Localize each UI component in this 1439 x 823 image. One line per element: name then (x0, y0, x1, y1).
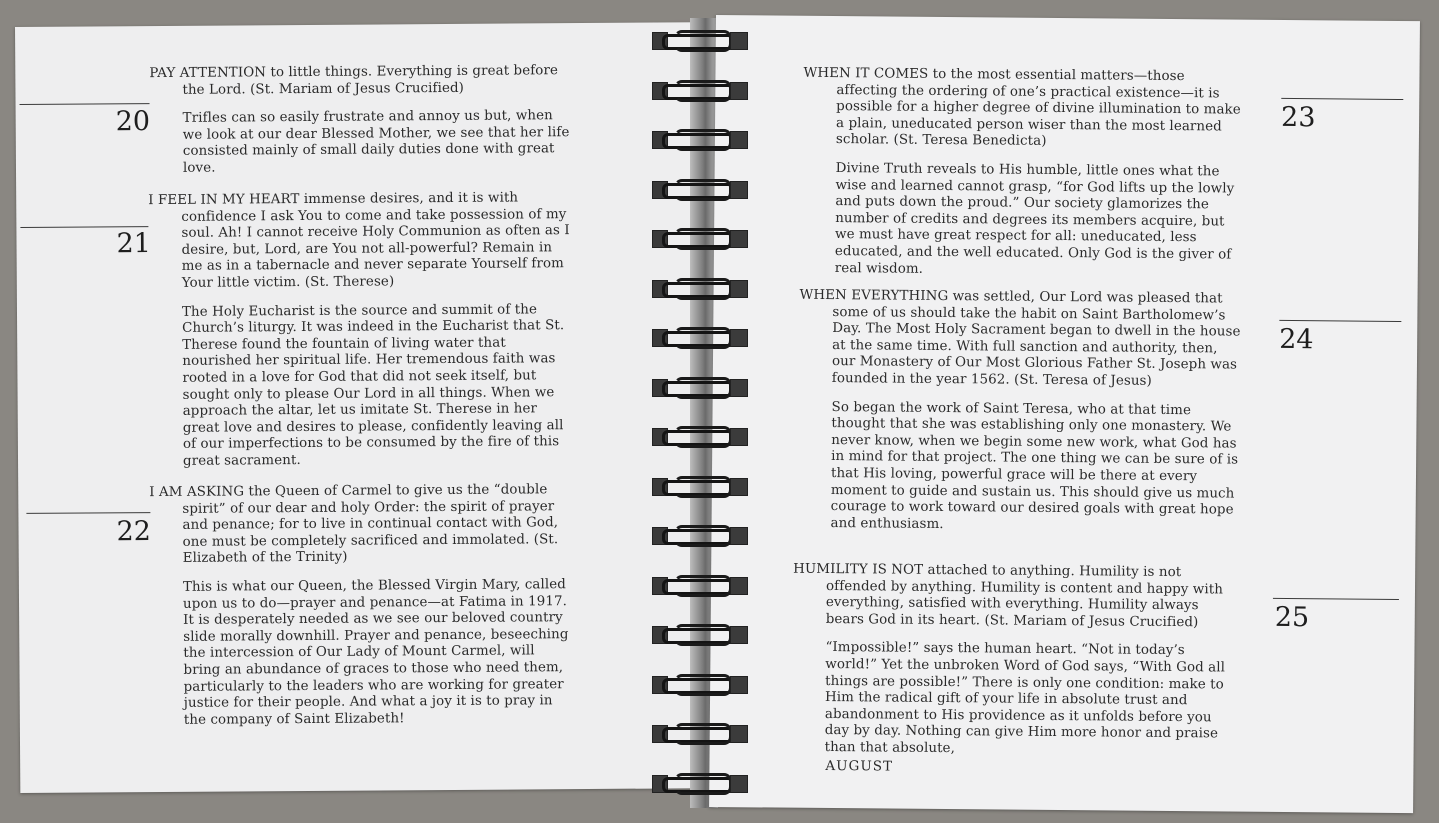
entry-22-lead-caps: I AM ASKING (149, 484, 245, 501)
day-22-rule (26, 512, 150, 514)
binding-coil (652, 622, 748, 644)
entry-23-lead-caps: WHEN IT COMES (803, 65, 929, 82)
entry-24-body: So began the work of Saint Teresa, who at that time thought that she was establishing only one monastery. We never know, when we begin some new work, what God has in mind for that project. The one thing we can be sure of is that His loving, powerful grace will be there at every moment to guide and sustain us. This should give us much courage to work toward our desired goals with great hope and enthusiasm. (830, 399, 1239, 532)
day-22-number: 22 (116, 516, 151, 548)
entry-22 (149, 482, 574, 729)
day-25-number: 25 (1274, 601, 1310, 634)
entry-20-body: Trifles can so easily frustrate and annoy us but, when we look at our dear Blessed Mother, we see that her life consisted mainly of small daily duties done with great love. (182, 108, 570, 176)
day-20-number: 20 (115, 106, 151, 138)
day-23-number: 23 (1280, 101, 1316, 134)
binding-coil (652, 28, 748, 50)
right-page (709, 15, 1420, 813)
binding-coil (652, 226, 748, 248)
entry-23-body: Divine Truth reveals to His humble, little ones what the wise and learned cannot grasp, “for God lifts up the lowly and puts down the proud.” Our society glamorizes the number of credits and degrees its members acquire, but we must have great respect for all: uneducated, less educated, and the well educated. Only God is the giver of real wisdom. (834, 161, 1235, 277)
entry-22-lead-text: the Queen of Carmel to give us the “double spirit” of our dear and holy Order: the spirit of prayer and penance; for to live in continual contact with God, one must be completely sacrificed and immolated. (St. Elizabeth of the Trinity) (182, 482, 559, 567)
binding-coil (652, 424, 748, 446)
binding-coil (652, 573, 748, 595)
entry-24 (797, 288, 1243, 536)
binding-coil (652, 276, 748, 298)
binding-coil (652, 771, 748, 793)
day-23-rule (1281, 98, 1403, 100)
entry-21-body: The Holy Eucharist is the source and summit of the Church’s liturgy. It was indeed in the Eucharist that St. Therese found the fountain of living water that nourished her spiritual life. Her tremendous faith was rooted in a love for God that did not seek itself, but sought only to please Our Lord in all things. When we approach the altar, let us imitate St. Therese in her great love and desires to please, confidently leaving all of our imperfections to be consumed by the fire of this great sacrament. (181, 301, 565, 469)
day-21-number: 21 (116, 228, 151, 260)
binding-coil (652, 177, 748, 199)
day-20-rule (20, 103, 150, 105)
entry-25 (792, 562, 1242, 760)
entry-22-body: This is what our Queen, the Blessed Virgin Mary, called upon us to do—prayer and penance—at Fatima in 1917. It is desperately needed as we see our beloved country slide morally downhill. Prayer and penance, beseeching the intercession of Our Lady of Mount Carmel, will bring an abundance of graces to those who need them, particularly to the leaders who are working for greater justice for their people. And what a joy it is to pray in the company of Saint Elizabeth! (182, 577, 569, 728)
entry-25-lead-caps: HUMILITY IS NOT (793, 561, 924, 578)
day-24-number: 24 (1279, 323, 1314, 356)
entry-20-lead-caps: PAY ATTENTION (149, 65, 267, 82)
binding-coil (652, 78, 748, 100)
binding-coil (652, 721, 748, 743)
entry-24-lead-text: was settled, Our Lord was pleased that some of us should take the habit on Saint Bartholomew’s Day. The Most Holy Sacrament began to dwell in the house at the same time. With full sanction and authority, then, our Monastery of Our Most Glorious Father St. Joseph was founded in the year 1562. (St. Teresa of Jesus) (831, 289, 1241, 389)
entry-21-lead-caps: I FEEL IN MY HEART (148, 192, 300, 209)
entry-21 (148, 190, 572, 470)
binding-coil (652, 672, 748, 694)
entry-20-lead-text: to little things. Everything is great before the Lord. (St. Mariam of Jesus Crucified) (182, 63, 558, 98)
entry-23 (802, 66, 1246, 281)
entry-25-lead-text: attached to anything. Humility is not offended by anything. Humility is content and happy with everything, satisfied with everything. Humility always bears God in its heart. (St. Mariam of Jesus Crucified) (825, 562, 1224, 631)
left-page (15, 22, 702, 793)
entry-24-lead-caps: WHEN EVERYTHING (799, 287, 949, 305)
binding-coil (652, 325, 748, 347)
entry-25-body: “Impossible!” says the human heart. “Not in today’s world!” Yet the unbroken Word of God says, “With God all things are possible!” There is only one condition: make to Him the radical gift of your life in absolute trust and abandonment to His providence as it unfolds before you day by day. Nothing can give Him more honor and praise than that absolute, (824, 640, 1226, 757)
entry-20 (149, 63, 570, 177)
entry-23-lead-text: to the most essential matters—those affecting the ordering of one’s practical existence—it is possible for a higher degree of divine illumination to make a plain, uneducated person wiser than the most learned scholar. (St. Teresa Benedicta) (835, 66, 1241, 150)
binding-coil (652, 127, 748, 149)
entry-21-lead-text: immense desires, and it is with confidence I ask You to come and take possession of my soul. Ah! I cannot receive Holy Communion as often as I desire, but, Lord, are You not all-powerful? Remain in me as in a tabernacle and never separate Yourself from Your little victim. (St. Therese) (181, 190, 570, 291)
day-25-rule (1273, 598, 1399, 600)
binding-coil (652, 523, 748, 545)
month-label: AUGUST (825, 757, 894, 775)
binding-coil (652, 474, 748, 496)
binding-coil (652, 375, 748, 397)
day-24-rule (1279, 320, 1401, 322)
